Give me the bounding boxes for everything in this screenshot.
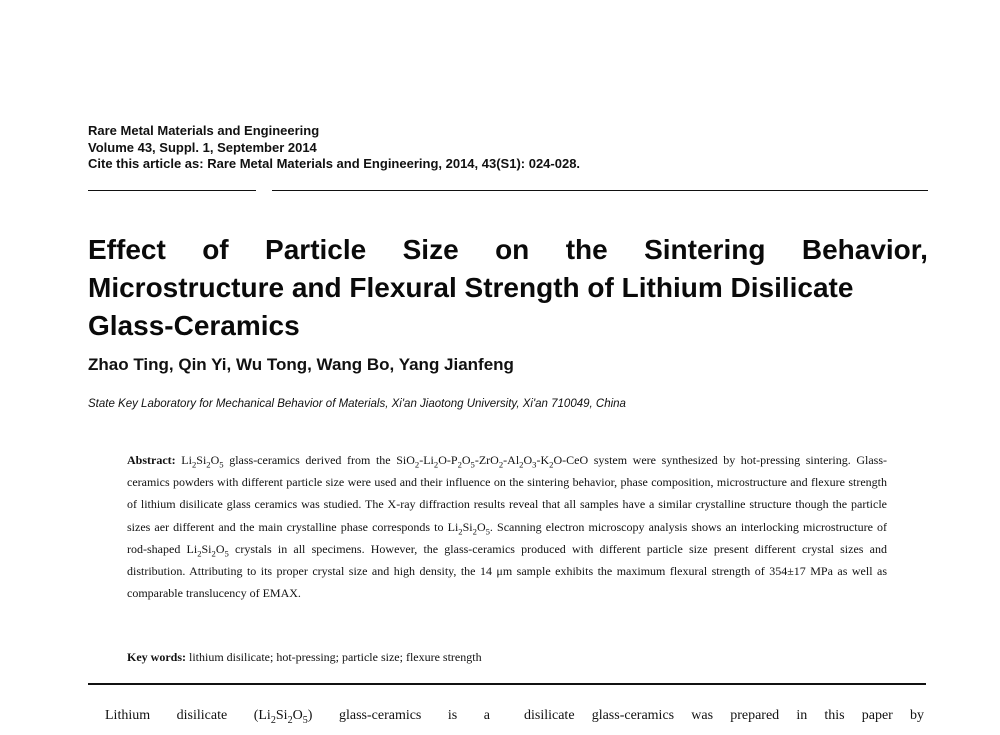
title-word: Sintering <box>644 234 766 265</box>
abstract-bottom-rule <box>88 683 926 685</box>
formula: $Li_2Si_2O_5$ <box>186 541 229 559</box>
keywords-label: Key words: <box>127 650 186 664</box>
keywords-text: lithium disilicate; hot-pressing; particle size; flexure strength <box>186 650 482 664</box>
journal-citation: Cite this article as: Rare Metal Materials and Engineering, 2014, 43(S1): 024-028. <box>88 156 581 171</box>
title-word: Effect <box>88 234 166 265</box>
title-word: Behavior, <box>801 234 928 265</box>
formula: $Li_2Si_2O_5$ <box>447 519 490 536</box>
abstract-text: glass-ceramics derived from the $SiO_2-Li_2O-P_2O_5-ZrO_2-Al_2O_3-K_2O$-CeO system were synthesized by hot-pressing sintering. Glass-ceramics powders with different particle size were used and their influence on the sintering behavior, phase composition, microstructure and flexure strength of lithium disilicate glass ceramics was studied. The X-ray diffraction results reveal that all samples have a similar crystalline structure though the particle sizes aer different and the main crystalline phase corresponds to <box>127 453 888 534</box>
title-word: Particle <box>265 234 367 265</box>
affiliation: State Key Laboratory for Mechanical Behavior of Materials, Xi'an Jiaotong University, Xi'an 710049, China <box>88 398 626 410</box>
keywords <box>127 650 482 665</box>
title-line-2: Microstructure and Flexural Strength of Lithium Disilicate <box>88 272 854 303</box>
body-column-right: disilicate glass-ceramics was prepared in this paper by <box>524 708 924 723</box>
abstract <box>127 449 887 604</box>
author-list: Zhao Ting, Qin Yi, Wu Tong, Wang Bo, Yang Jianfeng <box>88 355 514 374</box>
formula: $Li_2Si_2O_5$ <box>181 453 224 470</box>
body-column-left: Lithium disilicate $(Li_2Si_2O_5)$ glass-ceramics is a <box>105 708 490 726</box>
journal-name: Rare Metal Materials and Engineering <box>88 123 320 138</box>
header-rule-right <box>272 190 928 191</box>
title-word: Size <box>402 234 459 265</box>
title-word: the <box>565 234 608 265</box>
abstract-label: Abstract: <box>127 453 176 467</box>
paper-title <box>88 231 928 345</box>
title-line-3: Glass-Ceramics <box>88 310 300 341</box>
journal-volume: Volume 43, Suppl. 1, September 2014 <box>88 139 317 155</box>
title-line-1 <box>88 231 928 269</box>
title-word: on <box>495 234 530 265</box>
title-word: of <box>202 234 229 265</box>
abstract-text: crystals in all specimens. However, the glass-ceramics produced with different particle size present different crystal sizes and distribution. Attributing to its proper crystal size and high density, the 14 μm sample exhibits the maximum flexural strength of 354±17 MPa as well as comparable translucency of EMAX. <box>127 541 887 601</box>
journal-header <box>88 123 580 173</box>
abstract-text: . Scanning electron microscopy analysis shows an interlocking microstructure of rod-shaped <box>127 519 888 556</box>
header-rule-left <box>88 190 256 191</box>
